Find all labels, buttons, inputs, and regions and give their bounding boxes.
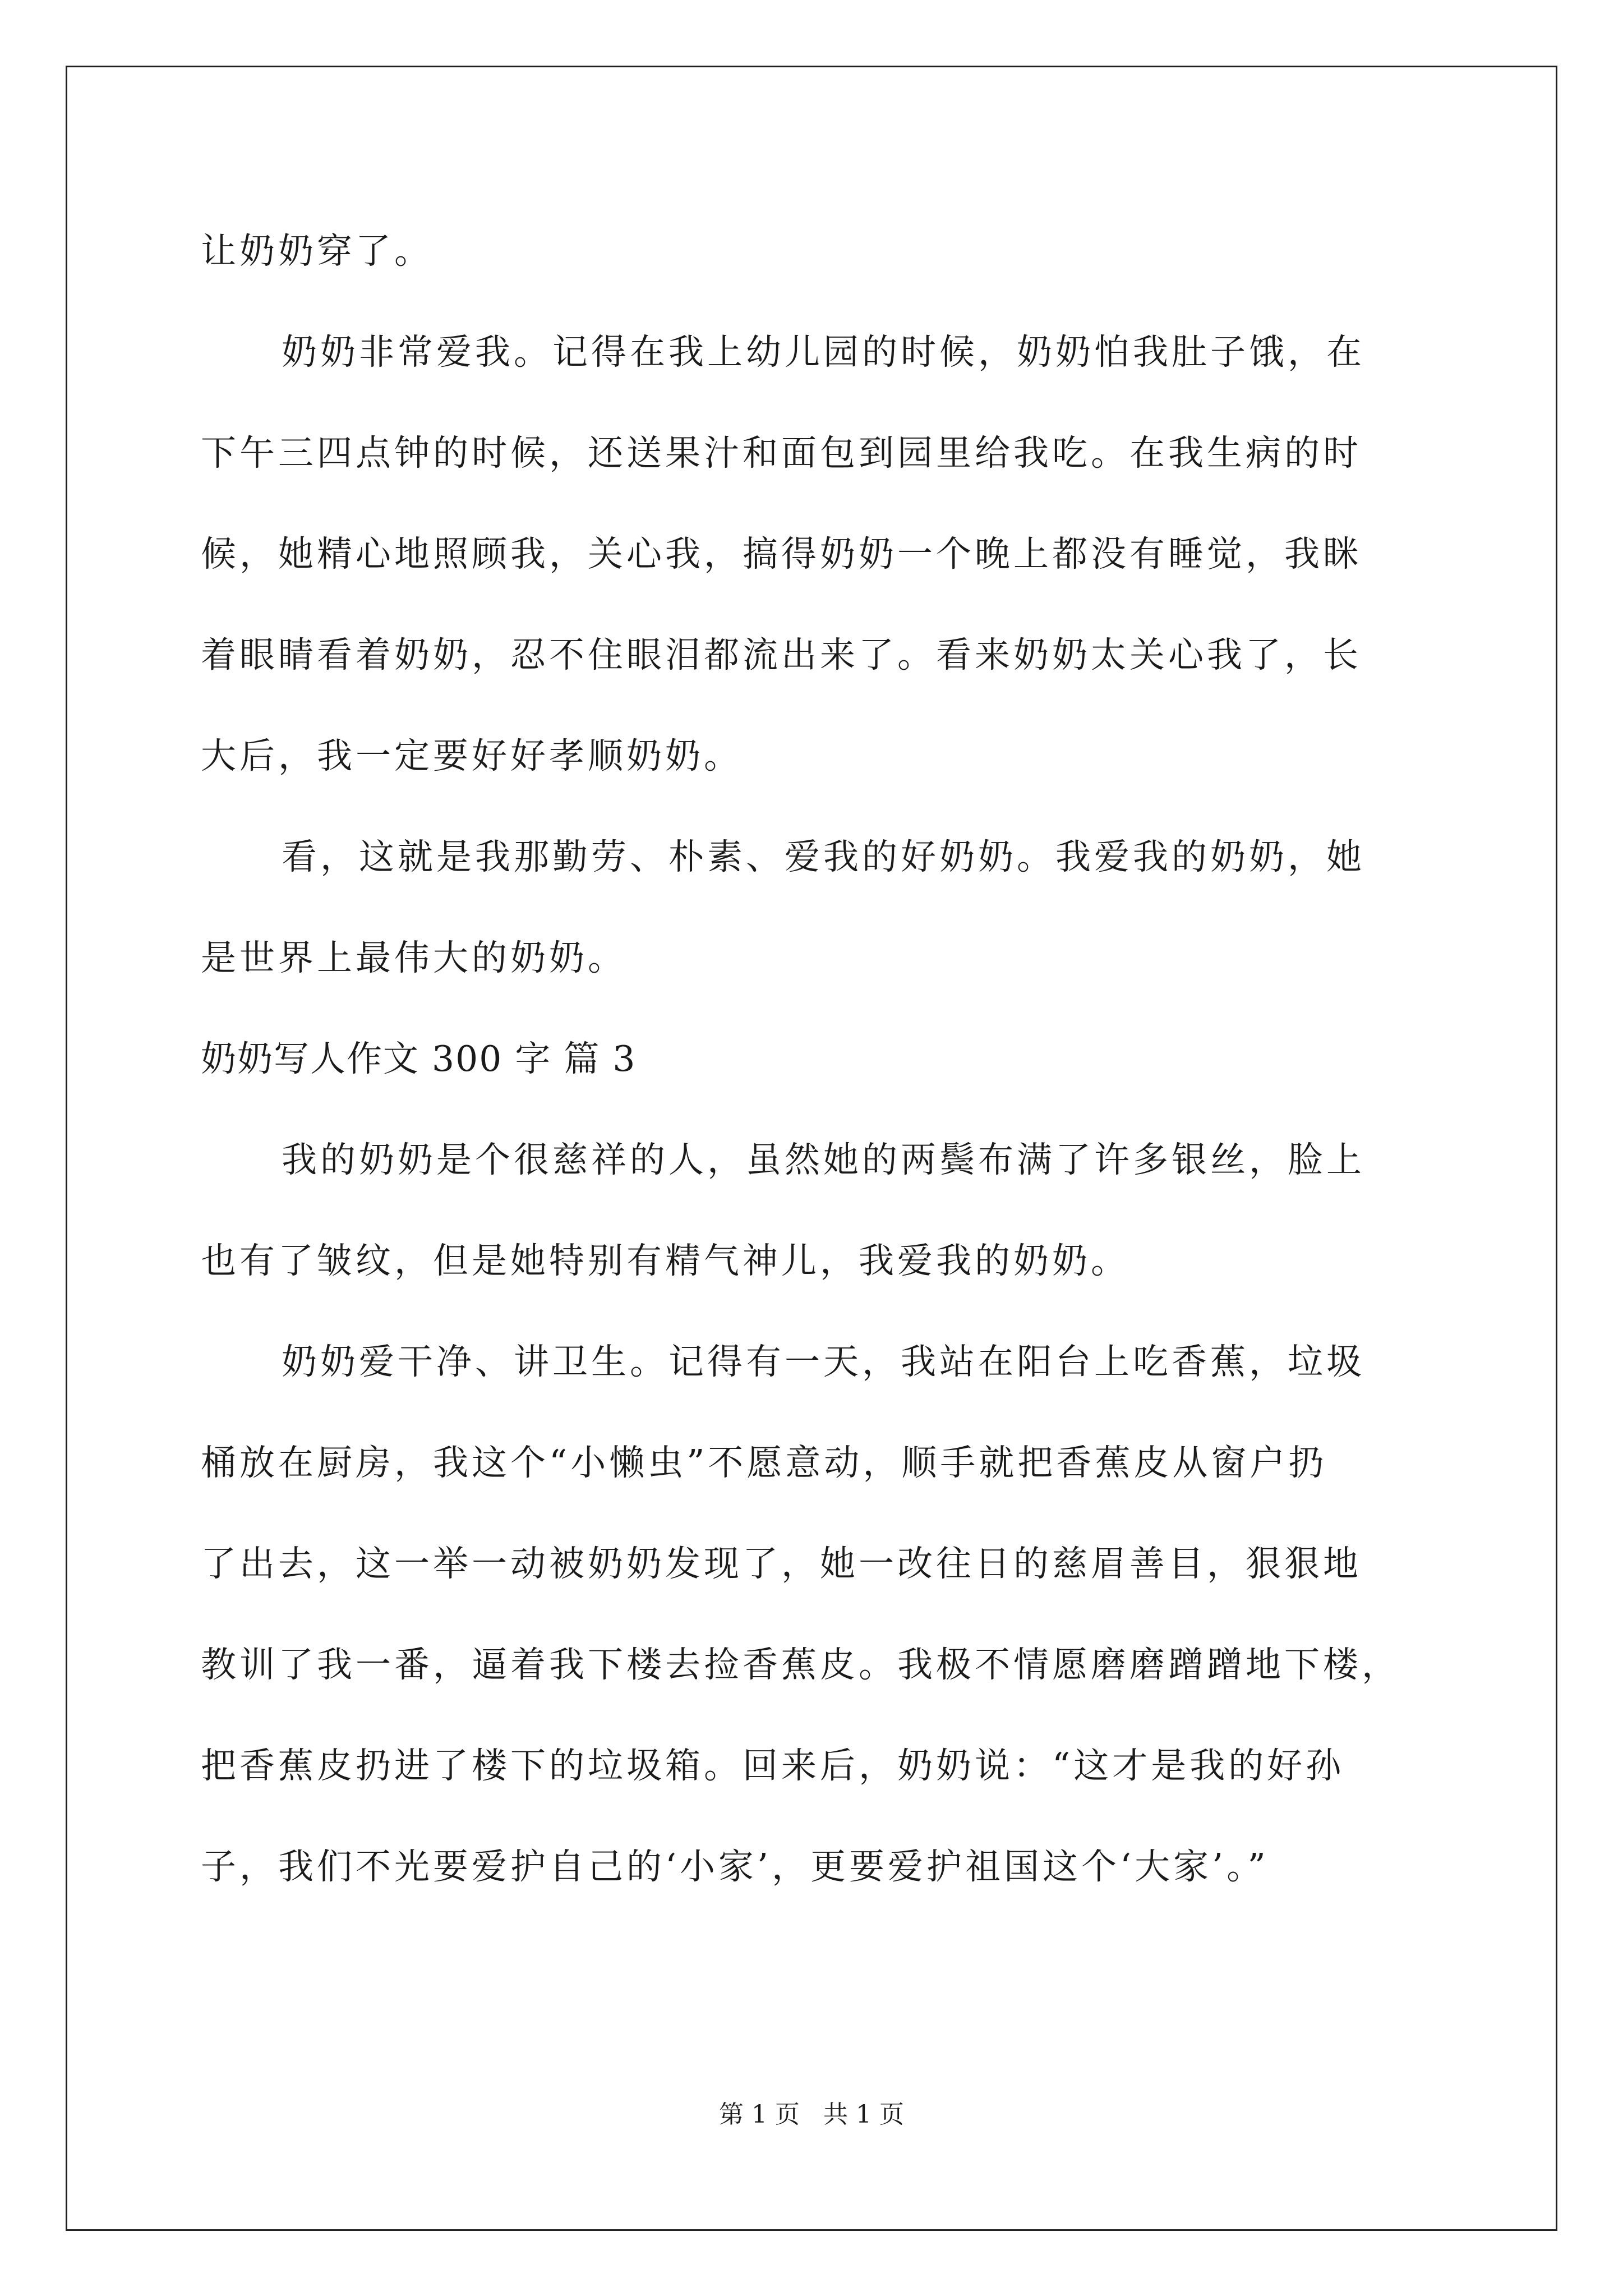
- section-heading: 奶奶写人作文 300 字 篇 3: [201, 1038, 637, 1079]
- text-line-16: 把香蕉皮扔进了楼下的垃圾箱。回来后，奶奶说：“这才是我的好孙: [201, 1745, 1345, 1786]
- text-line-5: 着眼睛看着奶奶，忍不住眼泪都流出来了。看来奶奶太关心我了，长: [201, 634, 1362, 675]
- text-line-13: 桶放在厨房，我这个“小懒虫”不愿意动，顺手就把香蕉皮从窗户扔: [201, 1442, 1327, 1483]
- text-line-2: 奶奶非常爱我。记得在我上幼儿园的时候，奶奶怕我肚子饿，在: [282, 332, 1365, 372]
- text-line-8: 是世界上最伟大的奶奶。: [201, 937, 626, 978]
- text-line-6: 大后，我一定要好好孝顺奶奶。: [201, 735, 743, 776]
- text-line-14: 了出去，这一举一动被奶奶发现了，她一改往日的慈眉善目，狠狠地: [201, 1543, 1362, 1584]
- text-line-15: 教训了我一番，逼着我下楼去捡香蕉皮。我极不情愿磨磨蹭蹭地下楼，: [201, 1644, 1400, 1685]
- text-line-1: 让奶奶穿了。: [201, 231, 433, 272]
- text-line-7: 看，这就是我那勤劳、朴素、爱我的好奶奶。我爱我的奶奶，她: [282, 836, 1365, 877]
- page-footer: 第 1 页 共 1 页: [719, 2100, 904, 2129]
- text-line-4: 候，她精心地照顾我，关心我，搞得奶奶一个晚上都没有睡觉，我眯: [201, 533, 1362, 574]
- text-line-11: 也有了皱纹，但是她特别有精气神儿，我爱我的奶奶。: [201, 1240, 1129, 1281]
- text-line-12: 奶奶爱干净、讲卫生。记得有一天，我站在阳台上吃香蕉，垃圾: [282, 1341, 1365, 1382]
- document-body: [201, 201, 1440, 1917]
- text-line-3: 下午三四点钟的时候，还送果汁和面包到园里给我吃。在我生病的时: [201, 432, 1362, 473]
- text-line-10: 我的奶奶是个很慈祥的人，虽然她的两鬓布满了许多银丝，脸上: [282, 1139, 1365, 1180]
- text-line-17: 子，我们不光要爱护自己的‘小家’，更要爱护祖国这个‘大家’。”: [201, 1846, 1269, 1887]
